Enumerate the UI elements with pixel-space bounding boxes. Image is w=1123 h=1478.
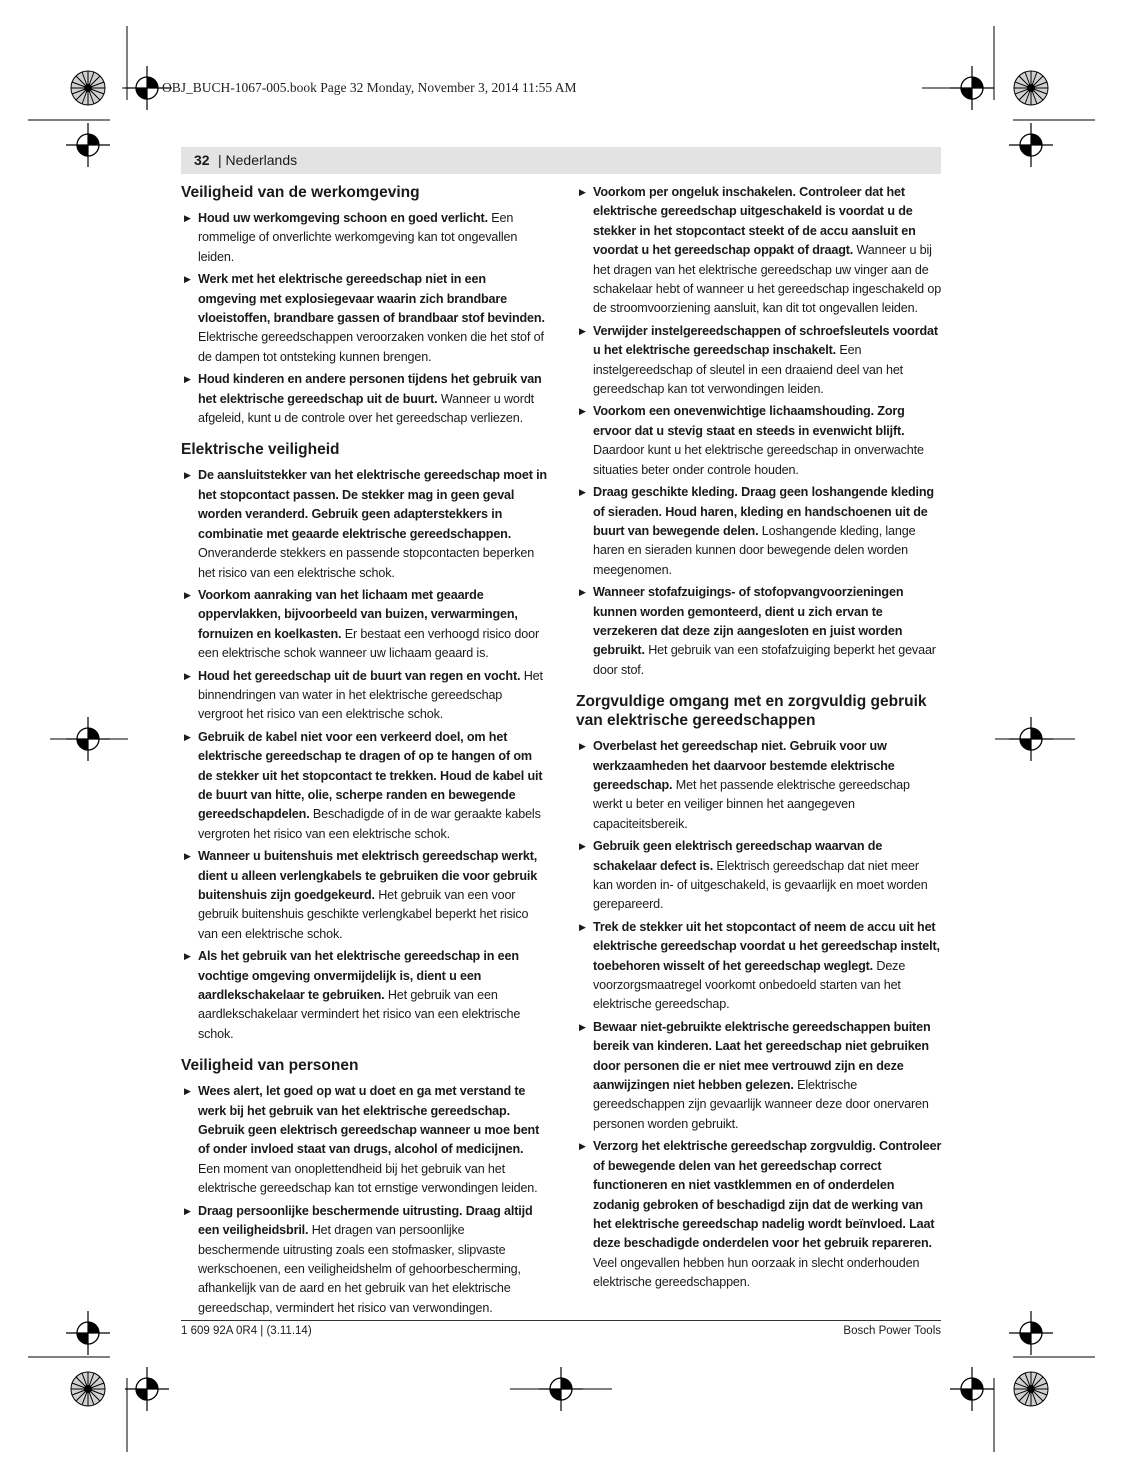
- instruction-bold: Voorkom aanraking van het lichaam met geaarde oppervlakken, bijvoorbeeld van buizen, verwarmingen, fornuizen en koelkasten.: [198, 587, 518, 641]
- instruction-bold: Gebruik geen elektrisch gereedschap waarvan de schakelaar defect is.: [593, 839, 883, 873]
- safety-instruction: [576, 1137, 942, 1292]
- instruction-bold: Wanneer u buitenshuis met elektrisch gereedschap werkt, dient u alleen verlengkabels te gebruiken die voor gebruik buitenshuis zijn goedgekeurd.: [198, 849, 538, 902]
- header-separator: |: [218, 152, 226, 168]
- instruction-text: Met het passende elektrische gereedschap werkt u beter en veiliger binnen het aangegeven capaciteitsbereik.: [593, 777, 910, 831]
- instruction-text: Een moment van onoplettendheid bij het gebruik van het elektrische gereedschap kan tot ernstige verwondingen leiden.: [198, 1161, 538, 1196]
- instruction-bold: Gebruik de kabel niet voor een verkeerd doel, om het elektrische gereedschap te dragen of op te hangen of om de stekker uit het stopcontact te trekken. Houd de kabel uit de buurt van hitte, olie, scherpe randen en bewegende gereedschapdelen.: [198, 729, 543, 822]
- instruction-text: Een instelgereedschap of sleutel in een draaiend deel van het gereedschap kan tot verwondingen leiden.: [593, 343, 904, 397]
- instruction-bold: Als het gebruik van het elektrische gereedschap in een vochtige omgeving onvermijdelijk is, dient u een aardlekschakelaar te gebruiken.: [198, 949, 519, 1003]
- instruction-text: Daardoor kunt u het elektrische gereedschap in onverwachte situaties beter onder controle houden.: [593, 443, 924, 477]
- instruction-text: Wanneer u bij het dragen van het elektrische gereedschap uw vinger aan de schakelaar hebt of wanneer u het gereedschap ingeschakeld op de stroomvoorziening aansluit, kan dit tot ongevallen leiden.: [593, 243, 942, 316]
- instruction-bold: Voorkom per ongeluk inschakelen. Controleer dat het elektrische gereedschap uitgeschakeld is voordat u de stekker in het stopcontact steekt of de accu aansluit en voordat u het gereedschap oppakt of draagt.: [593, 185, 916, 258]
- language-label: Nederlands: [225, 152, 298, 168]
- safety-list: [181, 209, 547, 428]
- instruction-text: Het gebruik van een aardlekschakelaar vermindert het risico van een elektrische schok.: [198, 988, 521, 1041]
- instruction-bold: Verwijder instelgereedschappen of schroefsleutels voordat u het elektrische gereedschap inschakelt.: [593, 323, 938, 358]
- instruction-bold: Houd het gereedschap uit de buurt van regen en vocht.: [198, 668, 521, 683]
- section: [181, 183, 547, 428]
- section: [181, 1056, 547, 1318]
- instruction-text: Het dragen van persoonlijke beschermende uitrusting zoals een stofmasker, slipvaste werkschoenen, een veiligheidshelm of gehoorbescherming, afhankelijk van de aard en het gebruik van het elektrische gereedschap, vermindert het risico van verwondingen.: [198, 1223, 521, 1315]
- instruction-bold: Verzorg het elektrische gereedschap zorgvuldig. Controleer of bewegende delen van het gereedschap correct functioneren en niet vastklemmen en of onderdelen zodanig gebroken of beschadigd zijn dat de werking van het elektrische gereedschap nadelig wordt beïnvloed. Laat deze beschadigde onderdelen voor het gebruik repareren.: [593, 1139, 942, 1251]
- safety-instruction: [181, 270, 547, 367]
- right-column: [576, 183, 942, 1296]
- left-column: [181, 183, 547, 1321]
- instruction-text: Het gebruik van een voor gebruik buitenshuis geschikte verlengkabel beperkt het risico van een elektrische schok.: [198, 888, 529, 941]
- section-heading: Zorgvuldige omgang met en zorgvuldig gebruik van elektrische gereedschappen: [576, 693, 927, 730]
- instruction-text: Er bestaat een verhoogd risico door een elektrische schok wanneer uw lichaam geaard is.: [198, 626, 539, 661]
- instruction-text: Elektrisch gereedschap dat niet meer kan worden in- of uitgeschakeld, is gevaarlijk en moet worden gerepareerd.: [593, 858, 928, 912]
- safety-list: [181, 1082, 547, 1318]
- section-heading: Veiligheid van personen: [181, 1057, 359, 1075]
- safety-instruction: [181, 947, 547, 1044]
- instruction-text: Elektrische gereedschappen zijn gevaarlijk wanneer deze door onervaren personen worden gebruikt.: [593, 1078, 929, 1131]
- safety-instruction: [576, 183, 942, 319]
- safety-instruction: [181, 370, 547, 428]
- instruction-text: Het binnendringen van water in het elektrische gereedschap vergroot het risico van een elektrische schok.: [198, 668, 543, 722]
- safety-instruction: [576, 1018, 942, 1134]
- instruction-bold: Overbelast het gereedschap niet. Gebruik voor uw werkzaamheden het daarvoor bestemde elektrische gereedschap.: [593, 739, 895, 792]
- header-language: [218, 152, 297, 168]
- section-heading: Elektrische veiligheid: [181, 441, 340, 459]
- instruction-bold: Draag geschikte kleding. Draag geen loshangende kleding of sieraden. Houd haren, kleding en handschoenen uit de buurt van bewegende delen.: [593, 485, 934, 538]
- instruction-text: Een rommelige of onverlichte werkomgeving kan tot ongevallen leiden.: [198, 211, 518, 264]
- section: [576, 183, 942, 680]
- instruction-bold: Houd kinderen en andere personen tijdens het gebruik van het elektrische gereedschap uit de buurt.: [198, 372, 542, 406]
- instruction-bold: Trek de stekker uit het stopcontact of neem de accu uit het elektrische gereedschap voordat u het gereedschap instelt, toebehoren wisselt of het gereedschap weglegt.: [593, 919, 940, 973]
- instruction-bold: De aansluitstekker van het elektrische gereedschap moet in het stopcontact passen. De stekker mag in geen geval worden veranderd. Gebruik geen adapterstekkers in combinatie met geaarde elektrische gereedschappen.: [198, 468, 547, 541]
- instruction-text: Onveranderde stekkers en passende stopcontacten beperken het risico van een elektrische schok.: [198, 546, 535, 580]
- page-number: 32: [194, 152, 210, 168]
- instruction-bold: Wees alert, let goed op wat u doet en ga met verstand te werk bij het gebruik van het elektrische gereedschap. Gebruik geen elektrisch gereedschap wanneer u moe bent of onder invloed staat van drugs, alcohol of medicijnen.: [198, 1084, 540, 1157]
- safety-instruction: [181, 586, 547, 664]
- safety-instruction: [181, 1082, 547, 1198]
- instruction-text: Beschadigde of in de war geraakte kabels vergroten het risico van een elektrische schok.: [198, 807, 541, 841]
- section-heading: Veiligheid van de werkomgeving: [181, 184, 420, 201]
- section: [576, 692, 942, 1292]
- instruction-bold: Werk met het elektrische gereedschap niet in een omgeving met explosiegevaar waarin zich brandbare vloeistoffen, brandbare gassen of brandbaar stof bevinden.: [198, 272, 545, 326]
- safety-instruction: [181, 209, 547, 267]
- instruction-text: Veel ongevallen hebben hun oorzaak in slecht onderhouden elektrische gereedschappen.: [593, 1255, 920, 1290]
- instruction-bold: Bewaar niet-gebruikte elektrische gereedschappen buiten bereik van kinderen. Laat het gereedschap niet gebruiken door personen die er niet mee vertrouwd zijn en deze aanwijzingen niet hebben gelezen.: [593, 1019, 931, 1093]
- footer-divider: [181, 1320, 941, 1321]
- safety-instruction: [181, 667, 547, 725]
- footer-doc-code: 1 609 92A 0R4 | (3.11.14): [181, 1325, 312, 1337]
- footer-brand: Bosch Power Tools: [843, 1325, 941, 1337]
- safety-instruction: [181, 1202, 547, 1318]
- safety-instruction: [181, 466, 547, 582]
- safety-list: [576, 183, 942, 680]
- print-job-info: OBJ_BUCH-1067-005.book Page 32 Monday, November 3, 2014 11:55 AM: [162, 80, 577, 95]
- safety-list: [181, 466, 547, 1044]
- instruction-text: Loshangende kleding, lange haren en sieraden kunnen door bewegende delen worden meegenomen.: [593, 523, 916, 577]
- safety-instruction: [576, 322, 942, 400]
- safety-instruction: [576, 583, 942, 680]
- instruction-bold: Draag persoonlijke beschermende uitrusting. Draag altijd een veiligheidsbril.: [198, 1203, 533, 1238]
- instruction-text: Het gebruik van een stofafzuiging beperkt het gevaar door stof.: [593, 643, 936, 677]
- safety-list: [576, 737, 942, 1292]
- safety-instruction: [576, 737, 942, 834]
- safety-instruction: [576, 918, 942, 1015]
- safety-instruction: [576, 483, 942, 580]
- instruction-text: Deze voorzorgsmaatregel voorkomt onbedoeld starten van het elektrische gereedschap.: [593, 958, 906, 1012]
- safety-instruction: [181, 728, 547, 844]
- section: [181, 440, 547, 1044]
- instruction-bold: Wanneer stofafzuigings- of stofopvangvoorzieningen kunnen worden gemonteerd, dient u zich ervan te verzekeren dat deze zijn aangesloten en juist worden gebruikt.: [593, 585, 904, 658]
- safety-instruction: [576, 402, 942, 480]
- instruction-text: Wanneer u wordt afgeleid, kunt u de controle over het gereedschap verliezen.: [198, 391, 535, 426]
- safety-instruction: [576, 837, 942, 915]
- instruction-bold: Houd uw werkomgeving schoon en goed verlicht.: [198, 211, 488, 225]
- instruction-text: Elektrische gereedschappen veroorzaken vonken die het stof of de dampen tot ontsteking kunnen brengen.: [198, 330, 544, 364]
- instruction-bold: Voorkom een onevenwichtige lichaamshouding. Zorg ervoor dat u stevig staat en steeds in evenwicht blijft.: [593, 404, 905, 438]
- safety-instruction: [181, 847, 547, 944]
